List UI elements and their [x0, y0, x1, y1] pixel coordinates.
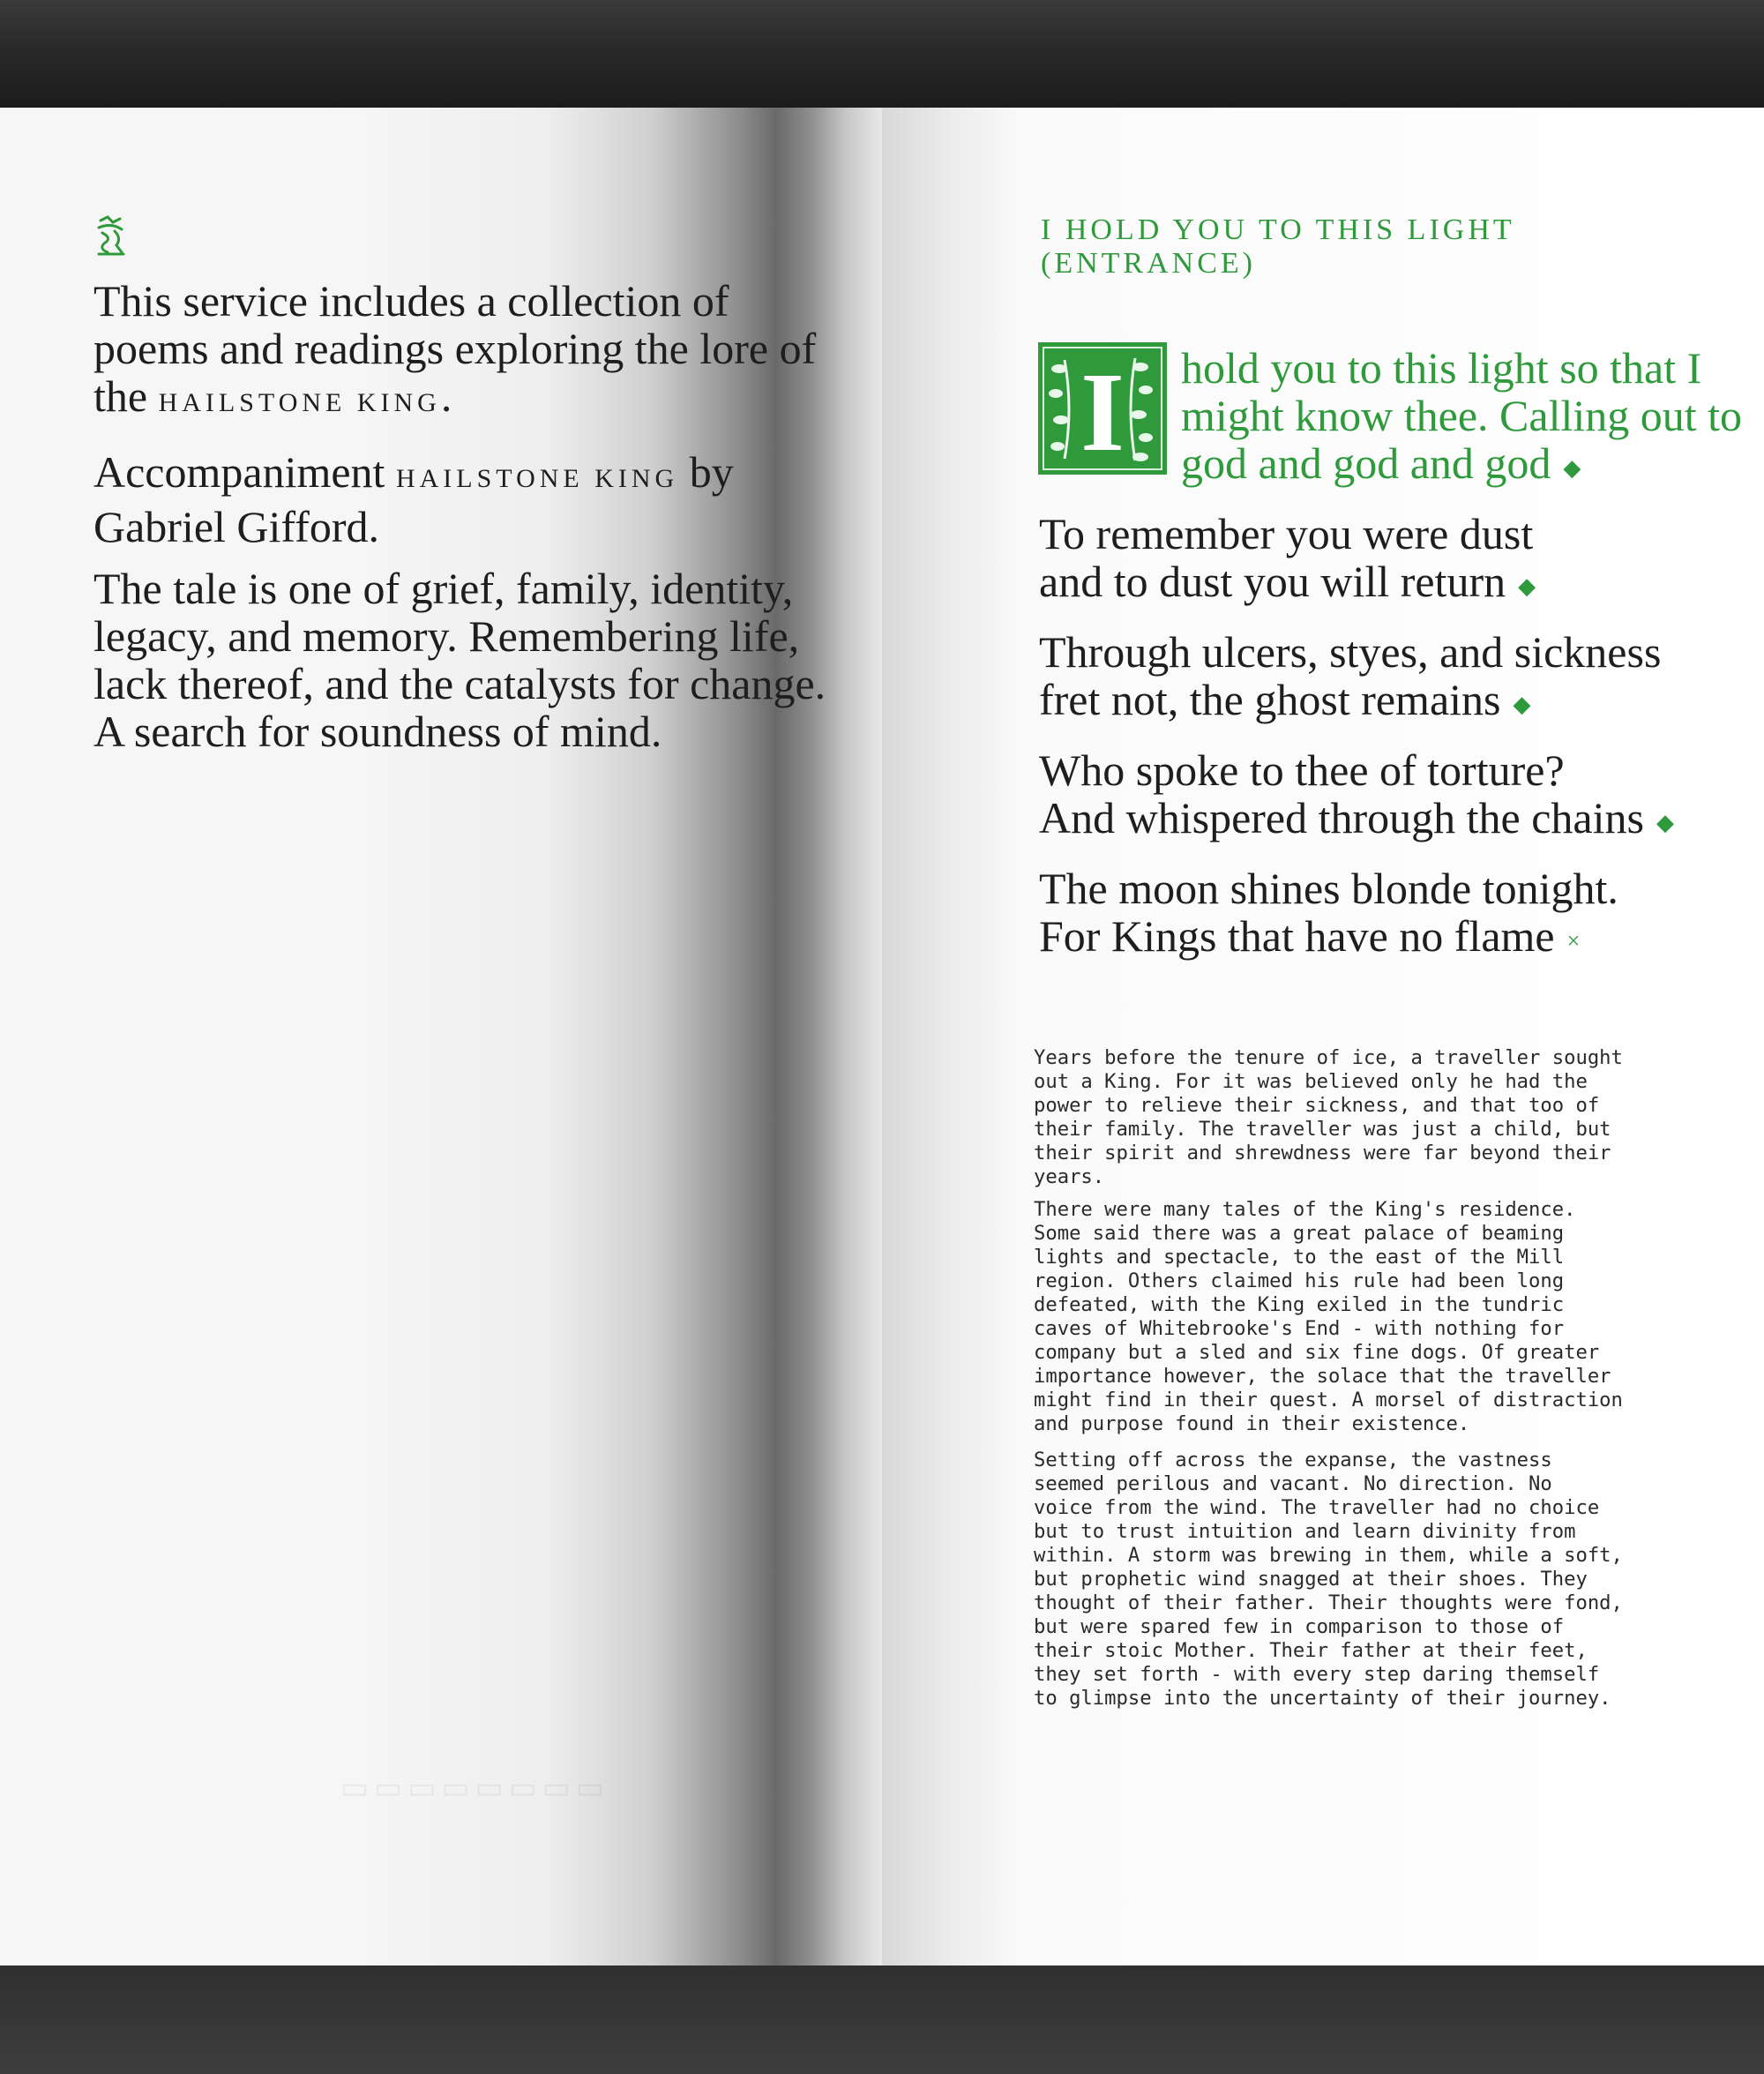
prose-paragraph: There were many tales of the King's residence. Some said there was a great palace of beaming lights and spectacle, to the east of the Mill region. Others claimed his rule had been long defeated, with the King exiled in the tundric caves of Whitebrooke's End - with nothing for company but a sled and six fine dogs. Of greater importance however, the solace that the traveller might find in their quest. A morsel of distraction and purpose found in their existence.	[1034, 1198, 1623, 1435]
drop-cap-letter: I	[1080, 349, 1125, 475]
intro-paragraph	[93, 277, 852, 427]
cross-mark-icon: ×	[1566, 927, 1581, 954]
stanza	[1039, 628, 1661, 729]
illuminated-initial-i	[1038, 342, 1167, 475]
diamond-mark-icon: ◆	[1518, 573, 1536, 599]
diamond-mark-icon: ◆	[1563, 454, 1581, 481]
foliate-ornament-icon	[95, 215, 127, 258]
stanza	[1039, 865, 1618, 965]
intro-period: .	[440, 371, 452, 421]
stanza-line-last	[1039, 912, 1618, 965]
book-spread	[0, 108, 1764, 1965]
prose-paragraph: Years before the tenure of ice, a traveller sought out a King. For it was believed only he had the power to relieve their sickness, and that too of their family. The traveller was just a child, but their spirit and shrewdness were far beyond their years.	[1034, 1046, 1623, 1188]
stanza-line: And whispered through the chains	[1039, 793, 1644, 842]
accompaniment-credit: by Gabriel Gifford.	[93, 447, 734, 551]
stanza-line-last	[1039, 794, 1674, 847]
heading-subtitle: (ENTRANCE)	[1041, 247, 1256, 280]
opening-line-1: hold you to this light so that I	[1181, 343, 1702, 393]
accompaniment-label: Accompaniment	[93, 447, 385, 497]
scan-bottom-edge	[0, 1965, 1764, 2074]
hailstone-king-smallcaps: HAILSTONE KING	[158, 388, 441, 417]
tale-paragraph: The tale is one of grief, family, identity, legacy, and memory. Remembering life, lack thereof, and the catalysts for change. A search for soundness of mind.	[93, 564, 826, 756]
stanza-line: and to dust you will return	[1039, 557, 1506, 606]
hailstone-king-smallcaps: HAILSTONE KING	[395, 464, 679, 493]
opening-line-2: might know thee. Calling out to	[1181, 391, 1743, 440]
accompaniment-paragraph	[93, 448, 852, 550]
stanza	[1039, 746, 1674, 847]
show-through-footer: ▭▭▭▭▭▭▭▭	[335, 1772, 604, 1805]
intro-text: This service includes a collection of poems and readings exploring the lore of the	[93, 276, 817, 421]
heading-title: I HOLD YOU TO THIS LIGHT	[1041, 213, 1515, 246]
stanza	[1039, 510, 1536, 610]
left-page	[0, 108, 882, 1965]
stanza-line: For Kings that have no flame	[1039, 911, 1555, 961]
stanza-line: Through ulcers, styes, and sickness	[1039, 627, 1662, 677]
stanza-line-last	[1039, 676, 1661, 729]
stanza-line: To remember you were dust	[1039, 509, 1534, 558]
prose-paragraph: Setting off across the expanse, the vastness seemed perilous and vacant. No direction. No voice from the wind. The traveller had no choice but to trust intuition and learn divinity from within. A storm was brewing in them, while a soft, but prophetic wind snagged at their shoes. They thought of their father. Their thoughts were fond, but were spared few in comparison to those of their stoic Mother. Their father at their feet, they set forth - with every step daring themself to glimpse into the uncertainty of their journey.	[1034, 1449, 1623, 1710]
opening-line-3-text: god and god and god	[1181, 438, 1551, 488]
diamond-mark-icon: ◆	[1656, 809, 1674, 835]
scan-top-edge	[0, 0, 1764, 108]
diamond-mark-icon: ◆	[1513, 691, 1531, 717]
section-heading	[1041, 213, 1515, 281]
opening-line-3	[1181, 439, 1581, 492]
stanza-line: The moon shines blonde tonight.	[1039, 864, 1618, 913]
stanza-line: Who spoke to thee of torture?	[1039, 745, 1565, 795]
stanza-line: fret not, the ghost remains	[1039, 675, 1501, 724]
stanza-line-last	[1039, 558, 1536, 610]
